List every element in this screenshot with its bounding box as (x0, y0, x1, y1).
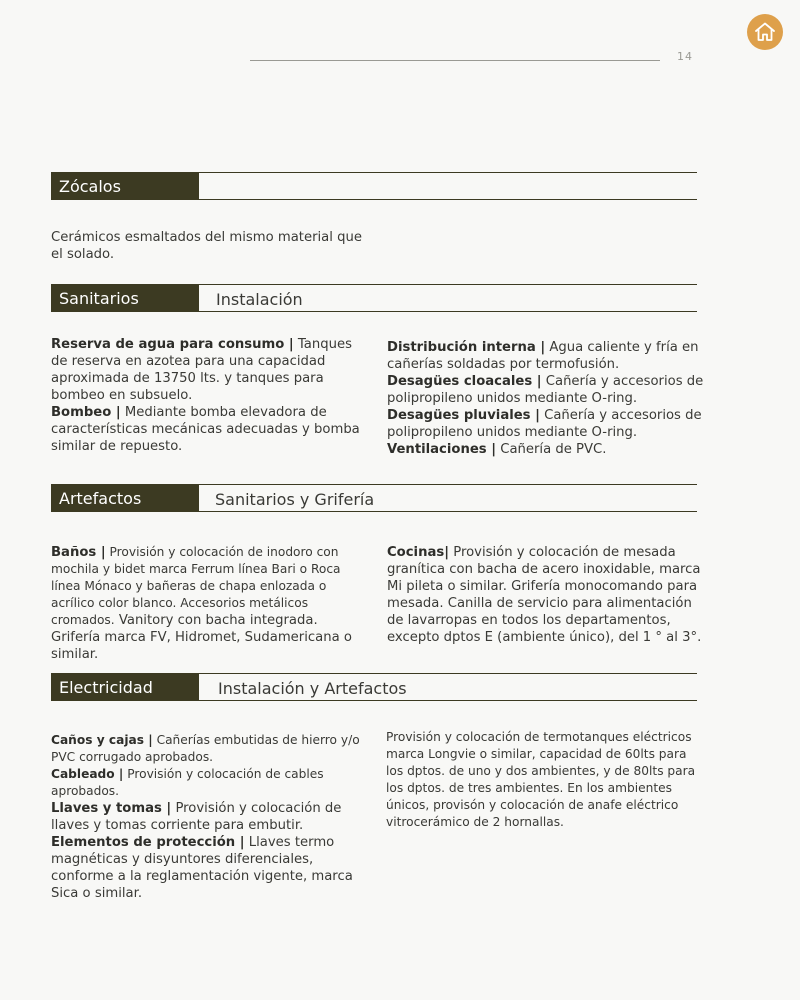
section-subtitle: Instalación y Artefactos (218, 679, 407, 698)
divider (199, 199, 697, 200)
item-label: Bombeo | (51, 405, 121, 420)
home-button[interactable] (747, 14, 783, 50)
section-title: Electricidad (51, 673, 199, 701)
item-label: Cocinas| (387, 545, 450, 560)
item-text: Provisión y colocación de cables aprobados. (51, 767, 324, 798)
section-header-zocalos (51, 172, 697, 200)
electricidad-right-column (386, 729, 706, 831)
item-text: Vanitory con bacha integrada. Grifería marca FV, Hidromet, Sudamericana o similar. (51, 613, 352, 662)
paragraph (387, 373, 707, 407)
electricidad-description: Provisión y colocación de termotanques eléctricos marca Longvie o similar, capacidad de 60lts para los dptos. de uno y dos ambientes, y de 80lts para los dptos. de tres ambientes. En los ambientes únicos, provisón y colocación de anafe eléctrico vitrocerámico de 2 hornallas. (386, 730, 696, 829)
item-label: Cableado | (51, 767, 124, 781)
divider (199, 172, 697, 173)
item-label: Desagües cloacales | (387, 374, 542, 389)
item-label: Baños | (51, 545, 106, 560)
sanitarios-right-column (387, 339, 707, 458)
paragraph (51, 800, 371, 834)
artefactos-left-column (51, 544, 371, 663)
paragraph (51, 834, 371, 902)
item-label: Elementos de protección | (51, 835, 245, 850)
item-text: Provisión y colocación de mesada granítica con bacha de acero inoxidable, marca Mi pileta o similar. Grifería monocomando para mesada. Canilla de servicio para alimentación de lavarropas en todos los departamentos, excepto dptos E (ambiente único), del 1 ° al 3°. (387, 545, 702, 645)
item-label: Distribución interna | (387, 340, 546, 355)
paragraph (51, 766, 371, 800)
section-header-artefactos (51, 484, 697, 512)
section-title: Sanitarios (51, 284, 199, 312)
item-text: Cañería de PVC. (496, 442, 607, 457)
paragraph (51, 336, 371, 404)
section-header-sanitarios (51, 284, 697, 312)
item-text: Agua caliente y fría en cañerías soldadas por termofusión. (387, 340, 699, 372)
paragraph (387, 407, 707, 441)
zocalos-text-column (51, 229, 371, 263)
item-label: Reserva de agua para consumo | (51, 337, 294, 352)
header-divider (250, 60, 660, 61)
item-label: Ventilaciones | (387, 442, 497, 457)
item-text: Tanques de reserva en azotea para una capacidad aproximada de 13750 lts. y tanques para bombeo en subsuelo. (51, 337, 352, 403)
item-text: Llaves termo magnéticas y disyuntores diferenciales, conforme a la reglamentación vigente, marca Sica o similar. (51, 835, 353, 901)
section-header-electricidad (51, 673, 697, 701)
section-subtitle: Sanitarios y Grifería (215, 490, 375, 509)
section-title: Zócalos (51, 172, 199, 200)
item-label: Desagües pluviales | (387, 408, 540, 423)
zocalos-description: Cerámicos esmaltados del mismo material que el solado. (51, 230, 362, 262)
paragraph (51, 404, 371, 455)
paragraph (387, 441, 707, 458)
paragraph (51, 732, 371, 766)
item-text: Provisión y colocación de inodoro con mochila y bidet marca Ferrum línea Bari o Roca línea Mónaco y bañeras de chapa enlozada o acrílico color blanco. Accesorios metálicos cromados. (51, 545, 341, 627)
item-text: Cañería y accesorios de polipropileno unidos mediante O-ring. (387, 374, 704, 406)
home-icon (753, 20, 777, 44)
item-label: Caños y cajas | (51, 733, 153, 747)
item-text: Provisión y colocación de llaves y tomas corriente para embutir. (51, 801, 342, 833)
item-text: Mediante bomba elevadora de características mecánicas adecuadas y bomba similar de repuesto. (51, 405, 360, 454)
item-text: Cañería y accesorios de polipropileno unidos mediante O-ring. (387, 408, 702, 440)
page-number: 14 (677, 50, 693, 63)
section-subtitle: Instalación (216, 290, 303, 309)
artefactos-right-column (387, 544, 707, 646)
paragraph (387, 544, 707, 646)
item-label: Llaves y tomas | (51, 801, 172, 816)
paragraph (51, 544, 371, 663)
section-title: Artefactos (51, 484, 199, 512)
paragraph (387, 339, 707, 373)
electricidad-left-column (51, 732, 371, 902)
item-text: Cañerías embutidas de hierro y/o PVC corrugado aprobados. (51, 733, 360, 764)
sanitarios-left-column (51, 336, 371, 455)
